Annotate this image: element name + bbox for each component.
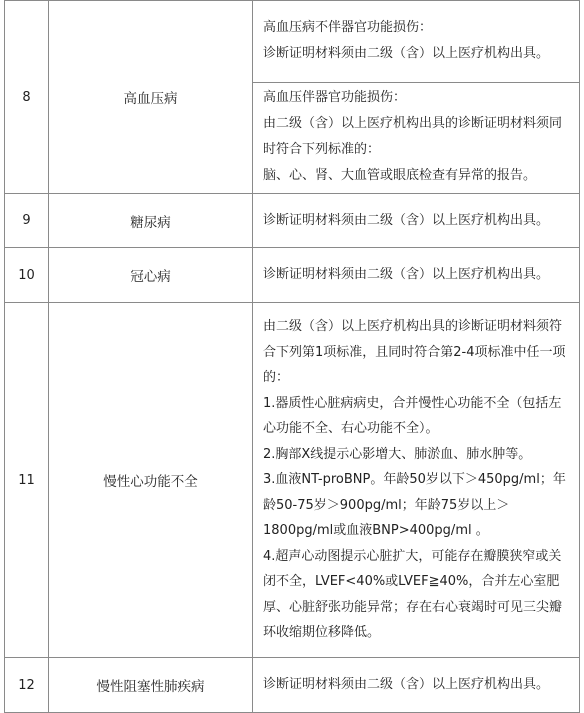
row-number: 9 [5,194,49,248]
row-number: 11 [5,303,49,658]
requirement-text: 由二级（含）以上医疗机构出具的诊断证明材料须同时符合下列标准的： [263,116,563,157]
sub-heading: 高血压伴器官功能损伤： [263,90,407,105]
criterion-item: 3.血液NT-proBNP。年龄50岁以下＞450pg/ml；年龄50-75岁＞900pg/ml；年龄75岁以上＞1800pg/ml或血液BNP>400pg/ml 。 [263,472,566,539]
table-row [5,1,580,83]
criterion-item: 1.器质性心脏病病史，合并慢性心功能不全（包括左心功能不全、右心功能不全）。 [263,395,562,437]
criterion-item: 2.胸部X线提示心影增大、肺淤血、肺水肿等。 [263,446,532,462]
table-row [5,194,580,248]
disease-name: 糖尿病 [49,194,253,248]
requirement-cell: 诊断证明材料须由二级（含）以上医疗机构出具。 [253,658,580,713]
row-number: 10 [5,248,49,303]
requirement-cell [253,1,580,83]
requirement-cell [253,303,580,658]
requirement-cell [253,83,580,194]
requirement-text: 脑、心、肾、大血管或眼底检查有异常的报告。 [263,168,537,183]
requirement-text: 由二级（含）以上医疗机构出具的诊断证明材料须符合下列第1项标准，且同时符合第2-4项标准中任一项的： [263,319,566,386]
sub-heading: 高血压病不伴器官功能损伤： [263,19,433,35]
table-row [5,248,580,303]
disease-name: 慢性阻塞性肺疾病 [49,658,253,713]
table-row [5,303,580,658]
requirement-cell: 诊断证明材料须由二级（含）以上医疗机构出具。 [253,248,580,303]
disease-name: 高血压病 [49,1,253,194]
table-row [5,658,580,713]
disease-name: 冠心病 [49,248,253,303]
row-number: 12 [5,658,49,713]
requirement-cell: 诊断证明材料须由二级（含）以上医疗机构出具。 [253,194,580,248]
criterion-item: 4.超声心动图提示心脏扩大，可能存在瓣膜狭窄或关闭不全，LVEF<40%或LVEF≧40%，合并左心室肥厚、心脏舒张功能异常；存在右心衰竭时可见三尖瓣环收缩期位移降低。 [263,548,563,641]
row-number: 8 [5,1,49,194]
requirement-text: 诊断证明材料须由二级（含）以上医疗机构出具。 [263,45,550,61]
disease-criteria-table [4,0,580,713]
disease-name: 慢性心功能不全 [49,303,253,658]
